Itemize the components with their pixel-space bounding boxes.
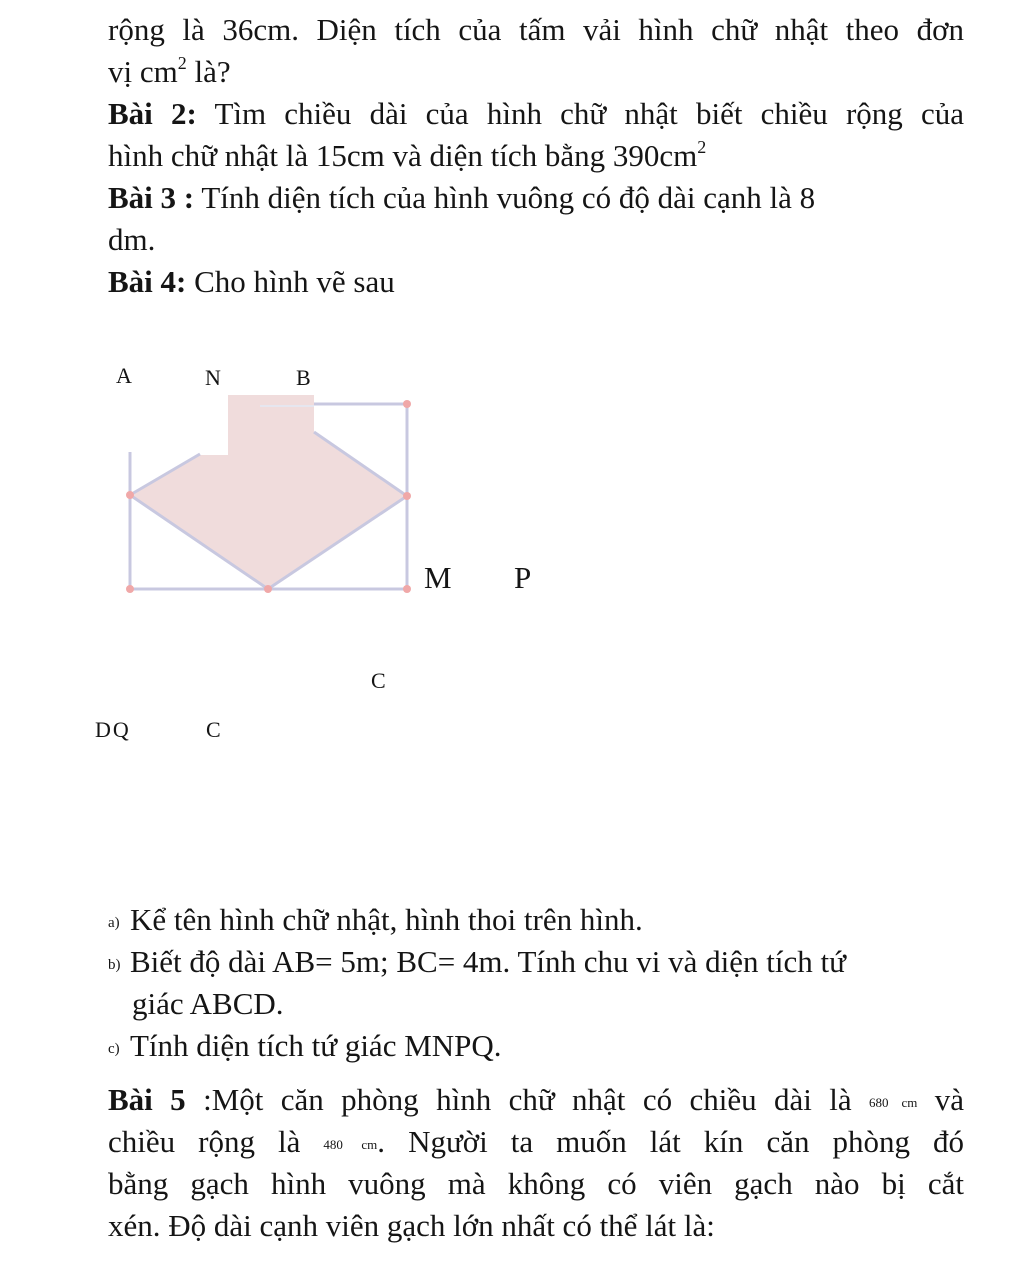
vertex-dot <box>126 585 134 593</box>
label-a: A <box>116 363 132 388</box>
bai5-line-3: bằng gạch hình vuông mà không có viên gạch nào bị cắt <box>108 1166 964 1201</box>
bai3-title: Bài 3 : <box>108 180 195 215</box>
bai5-title: Bài 5 <box>108 1082 186 1117</box>
label-m: M <box>424 560 452 595</box>
question-b-line-2: giác ABCD. <box>132 986 284 1021</box>
question-c: c) Tính diện tích tứ giác MNPQ. <box>108 1026 502 1069</box>
label-p: P <box>514 560 532 595</box>
label-n: N <box>205 365 221 390</box>
bai2-line-1: Bài 2: Tìm chiều dài của hình chữ nhật biết chiều rộng của <box>108 96 964 131</box>
bai5-line-4: xén. Độ dài cạnh viên gạch lớn nhất có thể lát là: <box>108 1208 715 1243</box>
vertex-dot <box>403 585 411 593</box>
unit-680: 680 cm <box>869 1095 918 1110</box>
vertex-dot <box>264 585 272 593</box>
bai2-line-2: hình chữ nhật là 15cm và diện tích bằng $390cm^2$ <box>108 136 707 173</box>
intro-line-1: rộng là 36cm. Diện tích của tấm vải hình chữ nhật theo đơn <box>108 12 964 47</box>
vertex-dot <box>403 492 411 500</box>
bai3-line-1: Bài 3 : Tính diện tích của hình vuông có độ dài cạnh là 8 <box>108 180 816 215</box>
shaded-region <box>130 395 407 589</box>
bai5-line-1: Bài 5 :Một căn phòng hình chữ nhật có chiều dài là 680 cm và <box>108 1082 964 1117</box>
question-a: a) Kể tên hình chữ nhật, hình thoi trên hình. <box>108 900 643 943</box>
bai5-line-2: chiều rộng là 480 cm. Người ta muốn lát kín căn phòng đó <box>108 1124 964 1159</box>
bai4-heading: Bài 4: Cho hình vẽ sau <box>108 264 395 299</box>
label-b: B <box>296 365 311 390</box>
question-b-marker: b) <box>108 957 121 973</box>
question-b: b) Biết độ dài AB= 5m; BC= 4m. Tính chu vi và diện tích tứ <box>108 942 846 985</box>
bai2-title: Bài 2: <box>108 96 197 131</box>
label-c-right: C <box>371 668 386 693</box>
vertex-dot <box>403 400 411 408</box>
intro-line-2: vị $cm^2$ là? <box>108 52 231 89</box>
question-c-marker: c) <box>108 1041 120 1057</box>
bai4-title: Bài 4: <box>108 264 187 299</box>
vertex-dot <box>126 491 134 499</box>
label-dq: DQ <box>95 717 131 742</box>
question-a-marker: a) <box>108 915 120 931</box>
label-c: C <box>206 717 221 742</box>
bai3-line-2: dm. <box>108 222 156 257</box>
unit-480: 480 cm <box>323 1137 378 1152</box>
